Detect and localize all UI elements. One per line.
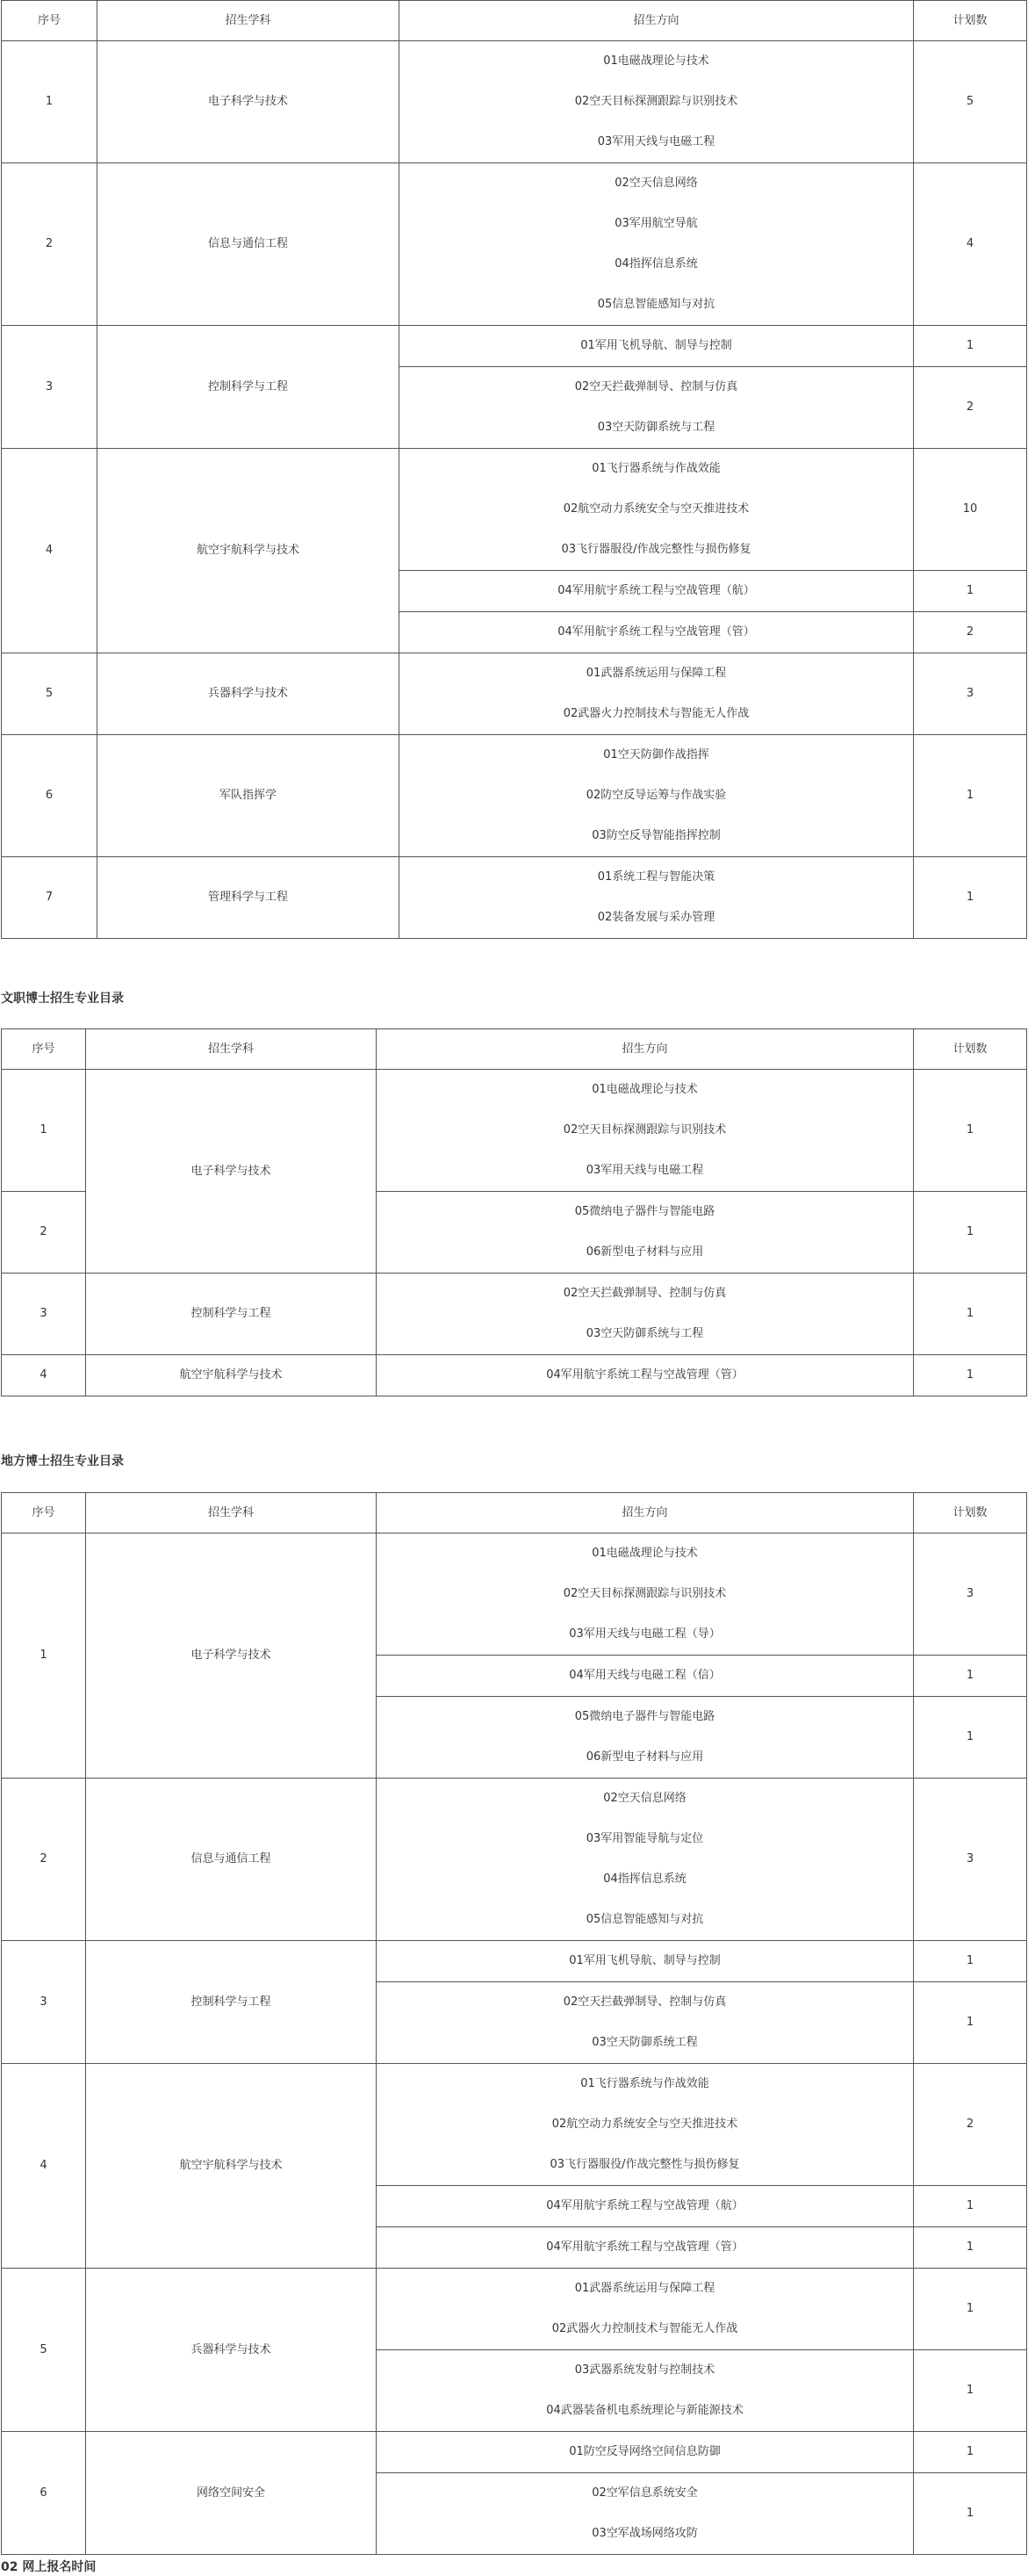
direction-item: 05信息智能感知与对抗 bbox=[586, 1913, 704, 1926]
row-index: 2 bbox=[2, 1192, 86, 1274]
direction-item: 03飞行器服役/作战完整性与损伤修复 bbox=[550, 2158, 740, 2171]
plan-count: 1 bbox=[914, 2227, 1027, 2269]
direction-item: 03军用天线与电磁工程 bbox=[597, 135, 715, 148]
row-subject: 控制科学与工程 bbox=[86, 1941, 377, 2064]
row-index: 4 bbox=[2, 2064, 86, 2269]
plan-count: 1 bbox=[914, 326, 1027, 367]
header-direction: 招生方向 bbox=[377, 1493, 914, 1533]
direction-item: 01飞行器系统与作战效能 bbox=[580, 2077, 709, 2090]
direction-item: 03空天防御系统与工程 bbox=[597, 421, 715, 434]
plan-count: 1 bbox=[914, 1355, 1027, 1396]
header-direction: 招生方向 bbox=[377, 1029, 914, 1070]
row-subject: 控制科学与工程 bbox=[97, 326, 399, 449]
direction-item: 01军用飞机导航、制导与控制 bbox=[580, 339, 732, 352]
row-subject: 航空宇航科学与技术 bbox=[86, 2064, 377, 2269]
plan-count: 1 bbox=[914, 2269, 1027, 2350]
row-index: 1 bbox=[2, 1070, 86, 1192]
direction-cell bbox=[377, 2064, 914, 2186]
direction-item: 01空天防御作战指挥 bbox=[603, 748, 709, 761]
plan-count: 1 bbox=[914, 2432, 1027, 2473]
plan-count: 1 bbox=[914, 857, 1027, 939]
direction-item: 02装备发展与采办管理 bbox=[597, 911, 715, 924]
section-title-civilian: 文职博士招生专业目录 bbox=[1, 992, 124, 1006]
header-subject: 招生学科 bbox=[97, 1, 399, 41]
direction-item: 03飞行器服役/作战完整性与损伤修复 bbox=[561, 543, 751, 556]
header-index: 序号 bbox=[2, 1493, 86, 1533]
direction-item: 02武器火力控制技术与智能无人作战 bbox=[551, 2322, 738, 2335]
plan-count: 4 bbox=[914, 163, 1027, 326]
direction-cell bbox=[377, 1355, 914, 1396]
direction-cell bbox=[377, 2186, 914, 2227]
direction-cell bbox=[399, 612, 914, 653]
direction-cell bbox=[399, 653, 914, 735]
direction-cell bbox=[377, 2473, 914, 2555]
doctoral-catalog-table bbox=[1, 0, 1027, 939]
plan-count: 10 bbox=[914, 449, 1027, 571]
direction-cell bbox=[399, 163, 914, 326]
direction-item: 04指挥信息系统 bbox=[603, 1872, 687, 1886]
direction-item: 01武器系统运用与保障工程 bbox=[574, 2282, 715, 2295]
direction-cell bbox=[377, 1697, 914, 1779]
plan-count: 1 bbox=[914, 2186, 1027, 2227]
direction-cell bbox=[399, 41, 914, 163]
direction-item: 06新型电子材料与应用 bbox=[586, 1245, 704, 1259]
direction-item: 02空天拦截弹制导、控制与仿真 bbox=[563, 1995, 727, 2009]
plan-count: 3 bbox=[914, 1533, 1027, 1656]
direction-item: 03军用航空导航 bbox=[615, 217, 698, 230]
plan-count: 1 bbox=[914, 735, 1027, 857]
plan-count: 1 bbox=[914, 1192, 1027, 1274]
direction-cell bbox=[377, 1070, 914, 1192]
direction-cell bbox=[377, 2227, 914, 2269]
direction-cell bbox=[399, 735, 914, 857]
row-index: 7 bbox=[2, 857, 97, 939]
direction-item: 01电磁战理论与技术 bbox=[603, 54, 709, 68]
direction-item: 04军用航宇系统工程与空战管理（管） bbox=[546, 2240, 744, 2254]
direction-item: 02空军信息系统安全 bbox=[592, 2486, 698, 2500]
plan-count: 1 bbox=[914, 2350, 1027, 2432]
section-title-local: 地方博士招生专业目录 bbox=[1, 1454, 124, 1468]
row-subject: 航空宇航科学与技术 bbox=[86, 1355, 377, 1396]
direction-item: 02空天拦截弹制导、控制与仿真 bbox=[563, 1287, 727, 1300]
direction-item: 03空军战场网络攻防 bbox=[592, 2527, 698, 2540]
plan-count: 5 bbox=[914, 41, 1027, 163]
plan-count: 3 bbox=[914, 1779, 1027, 1941]
direction-cell bbox=[377, 2269, 914, 2350]
direction-item: 01电磁战理论与技术 bbox=[592, 1547, 698, 1560]
plan-count: 1 bbox=[914, 1697, 1027, 1779]
plan-count: 1 bbox=[914, 571, 1027, 612]
section-title-registration-time: 02 网上报名时间 bbox=[1, 2560, 97, 2574]
direction-item: 01飞行器系统与作战效能 bbox=[592, 462, 721, 475]
direction-cell bbox=[377, 1656, 914, 1697]
direction-item: 03军用天线与电磁工程 bbox=[586, 1164, 704, 1177]
direction-item: 03空天防御系统工程 bbox=[592, 2036, 698, 2049]
direction-item: 01军用飞机导航、制导与控制 bbox=[569, 1954, 721, 1967]
row-subject: 管理科学与工程 bbox=[97, 857, 399, 939]
row-index: 1 bbox=[2, 41, 97, 163]
row-subject: 电子科学与技术 bbox=[97, 41, 399, 163]
plan-count: 1 bbox=[914, 1941, 1027, 1982]
row-subject: 电子科学与技术 bbox=[86, 1533, 377, 1779]
header-subject: 招生学科 bbox=[86, 1029, 377, 1070]
direction-item: 03防空反导智能指挥控制 bbox=[592, 829, 721, 842]
header-plan: 计划数 bbox=[914, 1029, 1027, 1070]
direction-cell bbox=[377, 1192, 914, 1274]
row-index: 3 bbox=[2, 1274, 86, 1355]
direction-item: 04军用天线与电磁工程（信） bbox=[569, 1669, 721, 1682]
plan-count: 1 bbox=[914, 2473, 1027, 2555]
direction-item: 02防空反导运筹与作战实验 bbox=[586, 789, 727, 802]
direction-item: 02航空动力系统安全与空天推进技术 bbox=[563, 502, 750, 516]
direction-cell bbox=[377, 1274, 914, 1355]
direction-item: 04指挥信息系统 bbox=[615, 257, 698, 271]
direction-item: 04军用航宇系统工程与空战管理（管） bbox=[557, 625, 755, 639]
row-index: 2 bbox=[2, 1779, 86, 1941]
row-subject: 电子科学与技术 bbox=[86, 1070, 377, 1274]
direction-item: 03军用智能导航与定位 bbox=[586, 1832, 704, 1845]
header-plan: 计划数 bbox=[914, 1, 1027, 41]
row-subject: 信息与通信工程 bbox=[97, 163, 399, 326]
plan-count: 1 bbox=[914, 1274, 1027, 1355]
direction-item: 01电磁战理论与技术 bbox=[592, 1083, 698, 1096]
direction-item: 01防空反导网络空间信息防御 bbox=[569, 2445, 721, 2458]
direction-cell bbox=[377, 1982, 914, 2064]
header-subject: 招生学科 bbox=[86, 1493, 377, 1533]
plan-count: 1 bbox=[914, 1656, 1027, 1697]
row-subject: 航空宇航科学与技术 bbox=[97, 449, 399, 653]
direction-item: 02武器火力控制技术与智能无人作战 bbox=[563, 707, 750, 720]
direction-cell bbox=[399, 367, 914, 449]
direction-item: 02空天信息网络 bbox=[603, 1792, 687, 1805]
row-subject: 信息与通信工程 bbox=[86, 1779, 377, 1941]
header-direction: 招生方向 bbox=[399, 1, 914, 41]
plan-count: 1 bbox=[914, 1982, 1027, 2064]
row-index: 5 bbox=[2, 653, 97, 735]
row-subject: 兵器科学与技术 bbox=[97, 653, 399, 735]
direction-item: 02空天信息网络 bbox=[615, 177, 698, 190]
row-index: 1 bbox=[2, 1533, 86, 1779]
direction-item: 05微纳电子器件与智能电路 bbox=[574, 1205, 715, 1218]
direction-item: 06新型电子材料与应用 bbox=[586, 1750, 704, 1764]
direction-item: 02空天目标探测跟踪与识别技术 bbox=[574, 95, 738, 108]
plan-count: 2 bbox=[914, 367, 1027, 449]
row-index: 2 bbox=[2, 163, 97, 326]
row-index: 6 bbox=[2, 735, 97, 857]
direction-cell bbox=[399, 449, 914, 571]
direction-cell bbox=[377, 1533, 914, 1656]
direction-item: 02空天目标探测跟踪与识别技术 bbox=[563, 1587, 727, 1600]
local-doctoral-catalog-table bbox=[1, 1492, 1027, 2555]
direction-item: 03武器系统发射与控制技术 bbox=[574, 2363, 715, 2377]
row-index: 5 bbox=[2, 2269, 86, 2432]
direction-item: 03空天防御系统与工程 bbox=[586, 1327, 704, 1340]
direction-item: 02航空动力系统安全与空天推进技术 bbox=[551, 2118, 738, 2131]
direction-item: 02空天拦截弹制导、控制与仿真 bbox=[574, 380, 738, 393]
direction-item: 02空天目标探测跟踪与识别技术 bbox=[563, 1123, 727, 1136]
civilian-doctoral-catalog-table bbox=[1, 1028, 1027, 1396]
row-subject: 控制科学与工程 bbox=[86, 1274, 377, 1355]
row-subject: 兵器科学与技术 bbox=[86, 2269, 377, 2432]
direction-item: 01系统工程与智能决策 bbox=[597, 870, 715, 884]
direction-item: 04武器装备机电系统理论与新能源技术 bbox=[546, 2404, 744, 2417]
direction-item: 01武器系统运用与保障工程 bbox=[586, 667, 727, 680]
plan-count: 2 bbox=[914, 612, 1027, 653]
header-index: 序号 bbox=[2, 1029, 86, 1070]
row-index: 4 bbox=[2, 449, 97, 653]
direction-item: 04军用航宇系统工程与空战管理（航） bbox=[546, 2199, 744, 2212]
direction-item: 03军用天线与电磁工程（导） bbox=[569, 1627, 721, 1641]
direction-item: 04军用航宇系统工程与空战管理（航） bbox=[557, 584, 755, 597]
direction-item: 05信息智能感知与对抗 bbox=[597, 298, 715, 311]
row-index: 4 bbox=[2, 1355, 86, 1396]
direction-item: 05微纳电子器件与智能电路 bbox=[574, 1710, 715, 1723]
direction-cell bbox=[377, 2350, 914, 2432]
direction-cell bbox=[399, 571, 914, 612]
header-plan: 计划数 bbox=[914, 1493, 1027, 1533]
plan-count: 3 bbox=[914, 653, 1027, 735]
row-index: 3 bbox=[2, 326, 97, 449]
direction-item: 04军用航宇系统工程与空战管理（管） bbox=[546, 1368, 744, 1382]
plan-count: 2 bbox=[914, 2064, 1027, 2186]
row-subject: 网络空间安全 bbox=[86, 2432, 377, 2555]
plan-count: 1 bbox=[914, 1070, 1027, 1192]
direction-cell bbox=[399, 857, 914, 939]
row-subject: 军队指挥学 bbox=[97, 735, 399, 857]
direction-cell bbox=[377, 1941, 914, 1982]
row-index: 6 bbox=[2, 2432, 86, 2555]
direction-cell bbox=[377, 2432, 914, 2473]
row-index: 3 bbox=[2, 1941, 86, 2064]
header-index: 序号 bbox=[2, 1, 97, 41]
direction-cell bbox=[377, 1779, 914, 1941]
direction-cell bbox=[399, 326, 914, 367]
